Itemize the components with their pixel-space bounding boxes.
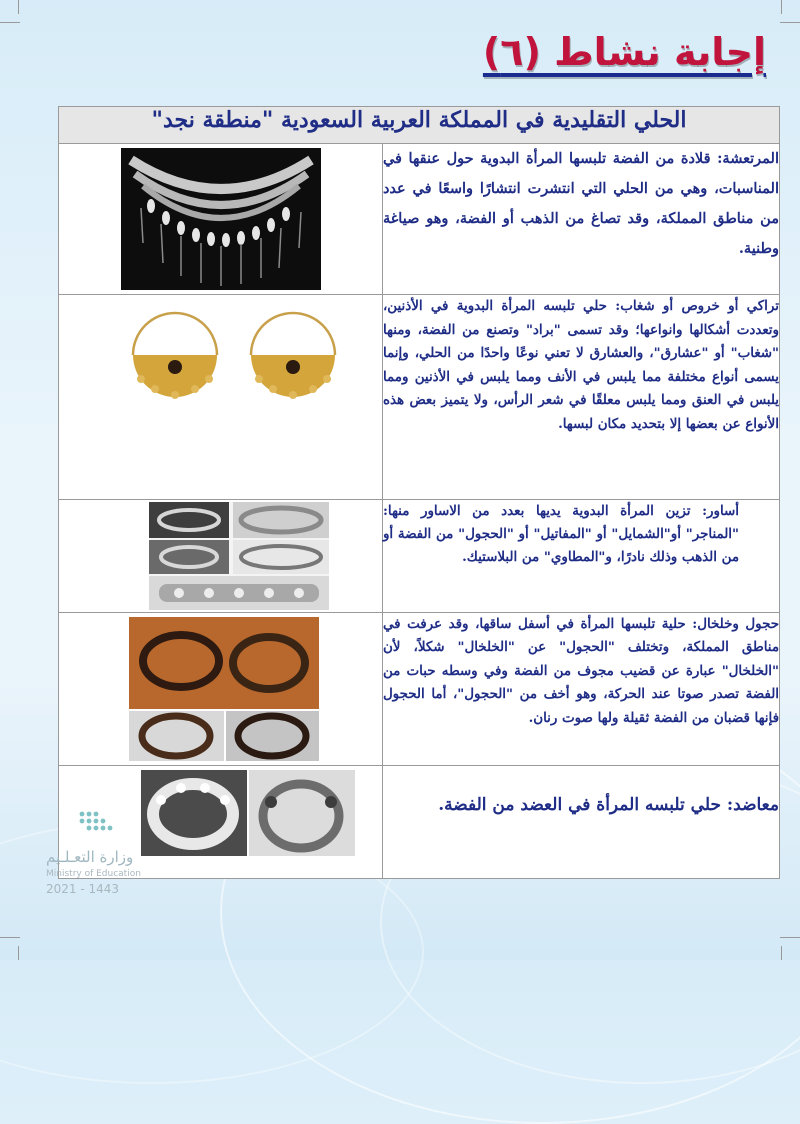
table-row	[59, 144, 780, 295]
row-text-anklets: حجول وخلخال: حلية تلبسها المرأة في أسفل ساقها، وقد عرفت في مناطق المملكة، وتختلف "الحجول" عن "الخلخال" شكلاً، لأن "الخلخال" عبارة عن قضيب مجوف من الفضة وفي وسطه حبات من الفضة تصدر صوتا عند الحركة، وهو أخف من "الحجول"، أما الحجول فإنها قضبان من الفضة ثقيلة ولها صوت رنان.	[382, 613, 779, 766]
earrings-image	[119, 309, 349, 417]
crop-mark	[780, 22, 800, 23]
image-cell	[59, 295, 383, 500]
ministry-name-ar: وزارة التعـلـيم	[46, 848, 134, 866]
edition-year: 2021 - 1443	[46, 882, 120, 896]
anklets-image	[129, 617, 319, 761]
row-text-maadid: معاضد: حلي تلبسه المرأة في العضد من الفضة.	[382, 766, 779, 879]
crop-mark	[18, 0, 19, 14]
necklace-image	[121, 148, 321, 290]
table-header: الحلي التقليدية في المملكة العربية السعودية "منطقة نجد"	[59, 107, 780, 144]
table-row	[59, 766, 780, 879]
ministry-name-en: Ministry of Education	[46, 869, 141, 879]
crop-mark	[0, 22, 20, 23]
table-row	[59, 295, 780, 500]
image-cell	[59, 500, 383, 613]
page-title: إجابة نشاط (٦)	[482, 30, 766, 74]
row-text-bracelets: أساور: تزين المرأة البدوية يديها بعدد من الاساور منها: "المناجر" أو"الشمايل" أو "المفاتيل" أو "الحجول" من الفضة أو من الذهب وذلك نادرًا، و"المطاوي" من البلاستيك.	[382, 500, 779, 613]
bracelets-image	[149, 502, 329, 610]
logo-dots-icon	[76, 808, 136, 842]
image-cell	[59, 613, 383, 766]
image-cell	[59, 144, 383, 295]
table-row	[59, 500, 780, 613]
row-text-murtaisha: المرتعشة: قلادة من الفضة تلبسها المرأة البدوية حول عنقها في المناسبات، وهي من الحلي التي انتشرت انتشارًا واسعًا في عدد من مناطق المملكة، وقد تصاغ من الذهب أو الفضة، وهو صياغة وطنية.	[382, 144, 779, 295]
row-text-taraki: تراكي أو خروص أو شغاب: حلي تلبسه المرأة البدوية في الأذنين، وتعددت أشكالها وانواعها؛ وقد تسمى "براد" وتصنع من الفضة، ومنها "شغاب" أو "عشارق"، والعشارق لا تعني نوعًا واحدًا من الحلي، وإنما يسمى أنواع مختلفة مما يلبس في الأنف ومما يلبس في الأذنين ومما يلبس في العنق ومما يلبس معلقًا في شعر الرأس، ولا يتميز بعض هذه الأنواع عن بعضها إلا بتحديد مكان لبسها.	[382, 295, 779, 500]
armlets-image	[141, 770, 355, 856]
table-row	[59, 613, 780, 766]
crop-mark	[781, 0, 782, 14]
jewelry-table	[58, 106, 780, 879]
